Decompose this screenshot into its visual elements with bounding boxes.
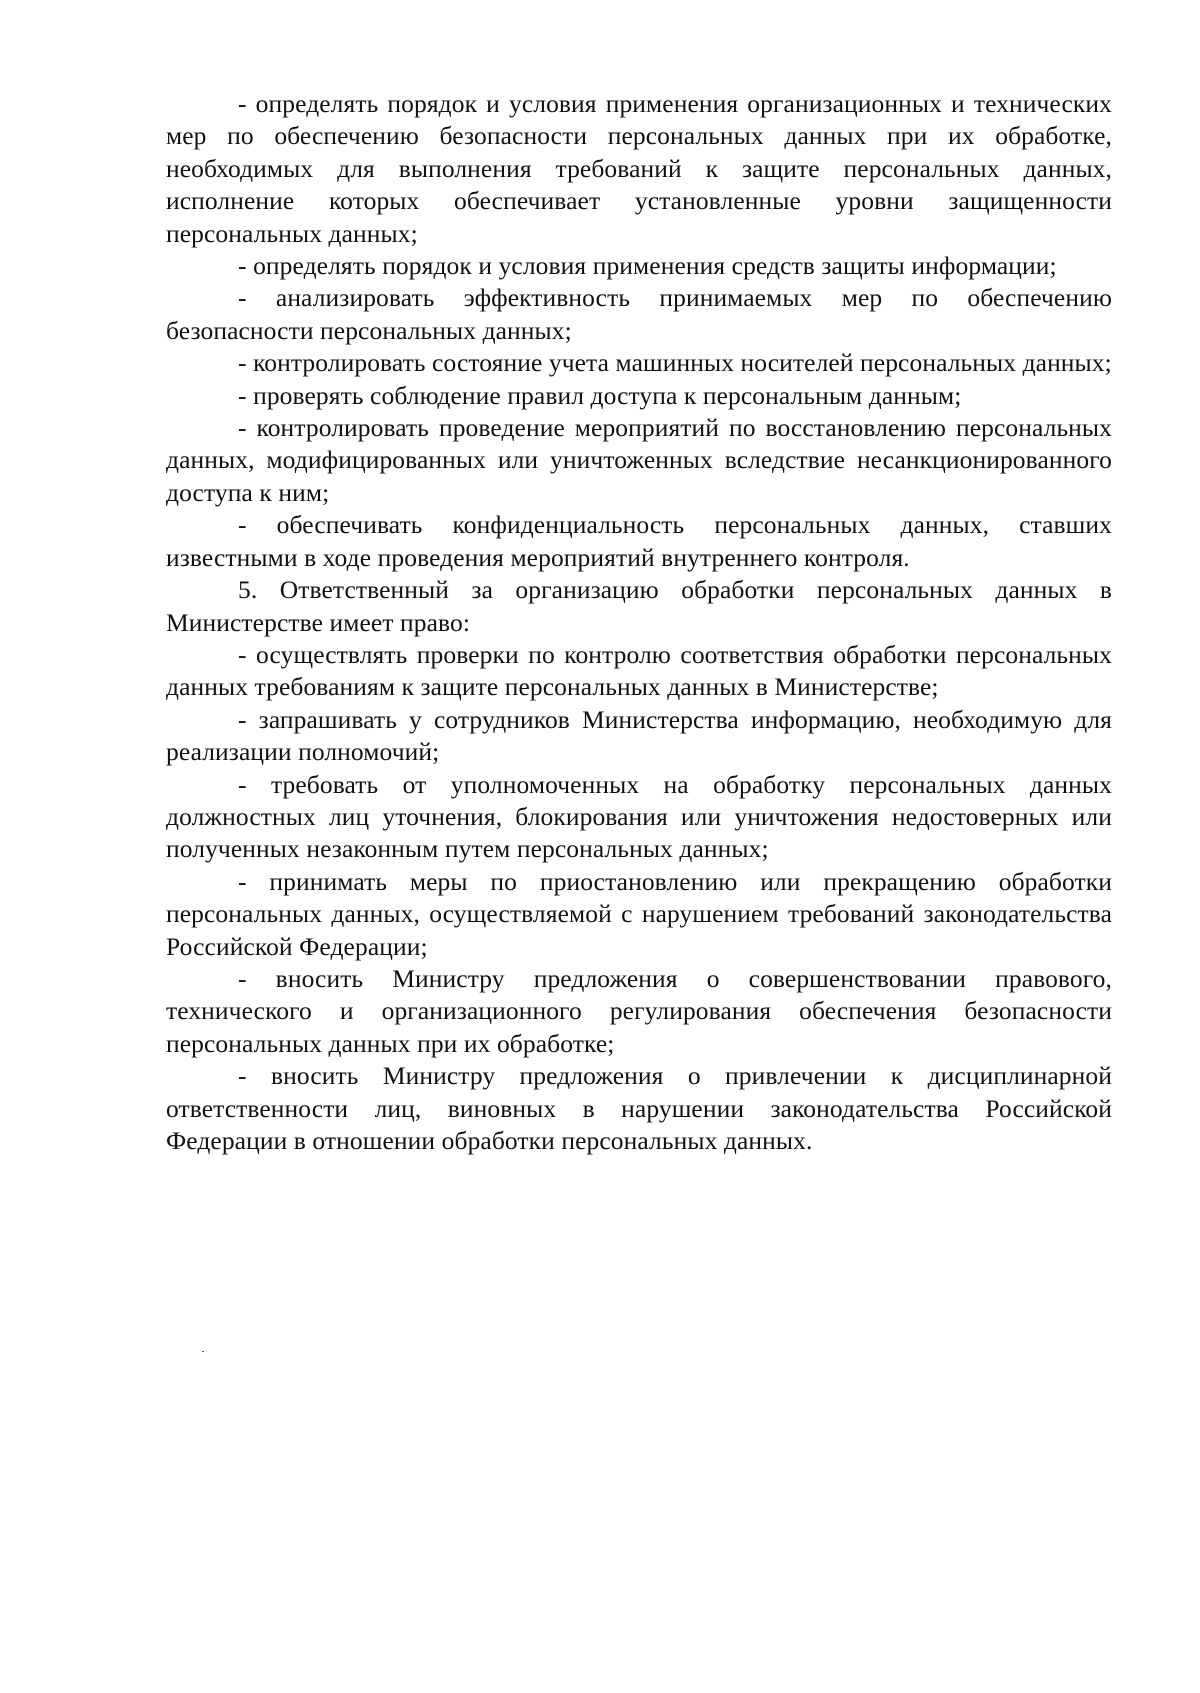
paragraph-12: - принимать меры по приостановлению или прекращению обработки персональных данных, осуществляемой с нарушением требований законодательства Российской Федерации; [166,866,1112,961]
document-body [166,88,1112,1157]
paragraph-13: - вносить Министру предложения о совершенствовании правового, технического и организационного регулирования обеспечения безопасности персональных данных при их обработке; [166,963,1112,1058]
paragraph-4: - контролировать состояние учета машинных носителей персональных данных; [238,348,1112,378]
paragraph-5: - проверять соблюдение правил доступа к персональным данным; [238,380,962,410]
paragraph-10: - запрашивать у сотрудников Министерства информацию, необходимую для реализации полномочий; [166,704,1112,767]
paragraph-1: - определять порядок и условия применения организационных и технических мер по обеспечению безопасности персональных данных при их обработке, необходимых для выполнения требований к защите персональных данных, исполнение которых обеспечивает установленные уровни защищенности персональных данных; [166,89,1112,248]
paragraph-11: - требовать от уполномоченных на обработку персональных данных должностных лиц уточнения, блокирования или уничтожения недостоверных или полученных незаконным путем персональных данных; [166,769,1112,864]
scan-speck [202,1351,204,1352]
paragraph-9: - осуществлять проверки по контролю соответствия обработки персональных данных требованиям к защите персональных данных в Министерстве; [166,639,1112,702]
paragraph-6: - контролировать проведение мероприятий по восстановлению персональных данных, модифицированных или уничтоженных вследствие несанкционированного доступа к ним; [166,413,1112,507]
paragraph-3: - анализировать эффективность принимаемых мер по обеспечению безопасности персональных данных; [166,283,1112,345]
paragraph-8-section-5: 5. Ответственный за организацию обработки персональных данных в Министерстве имеет право: [166,575,1112,637]
paragraph-14: - вносить Министру предложения о привлечении к дисциплинарной ответственности лиц, виновных в нарушении законодательства Российской Федерации в отношении обработки персональных данных. [166,1061,1112,1155]
paragraph-2: - определять порядок и условия применения средств защиты информации; [238,251,1057,281]
paragraph-7: - обеспечивать конфиденциальность персональных данных, ставших известными в ходе проведения мероприятий внутреннего контроля. [166,510,1112,572]
